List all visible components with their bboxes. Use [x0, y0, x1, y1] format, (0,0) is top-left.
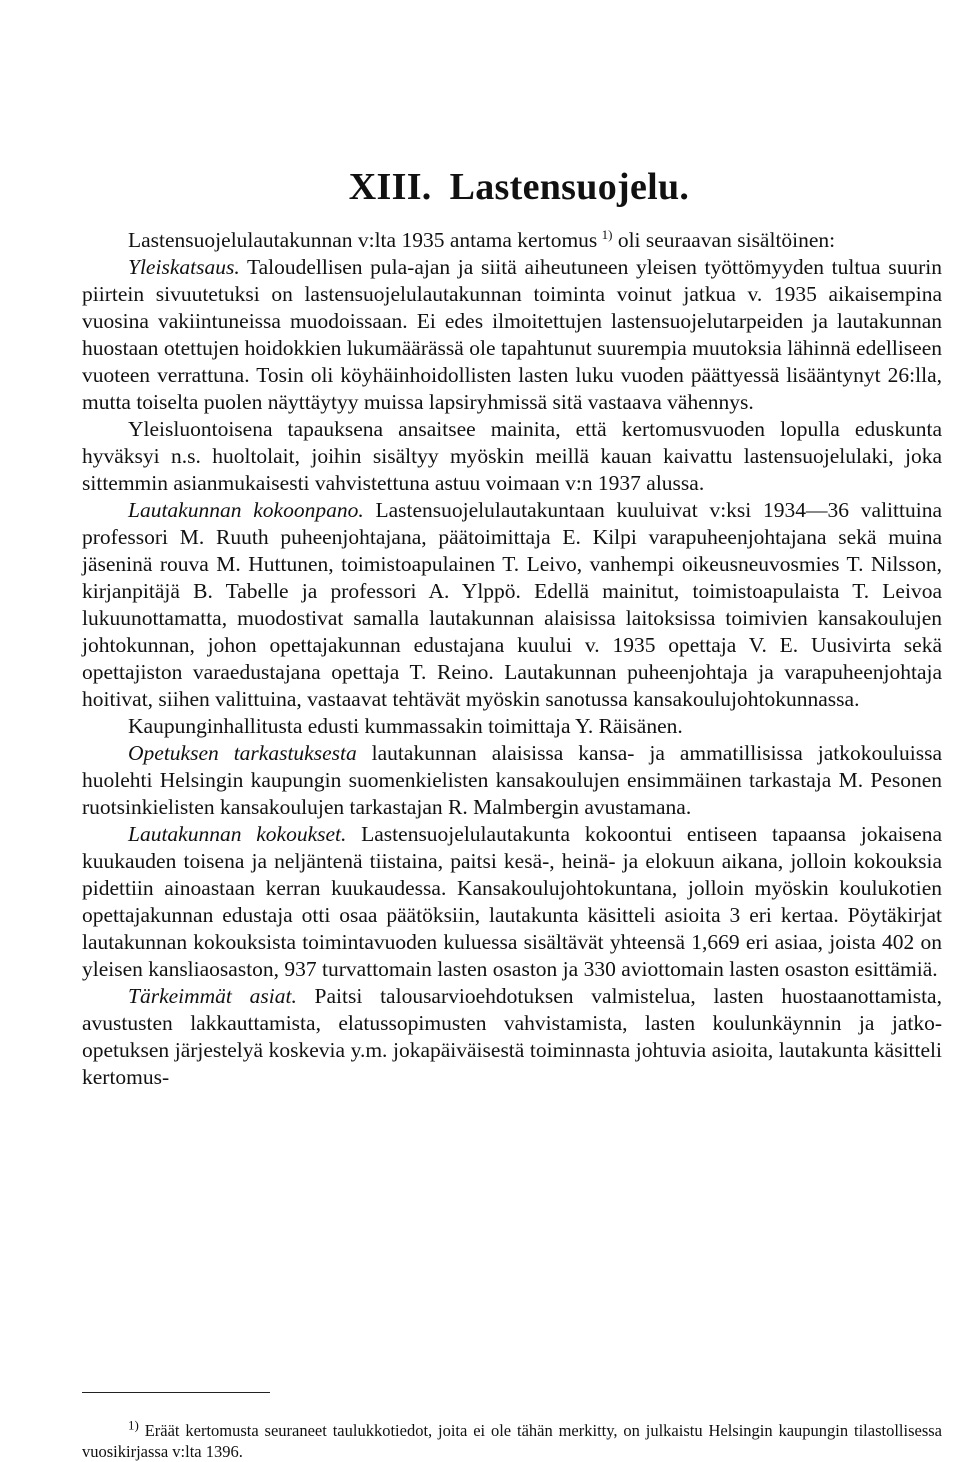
section-heading: Lautakunnan kokoonpano. — [128, 498, 364, 522]
intro-paragraph — [82, 227, 942, 254]
paragraph-text: Yleisluontoisena tapauksena ansaitsee mainita, että kertomusvuoden lopulla eduskunta hyväksyi n.s. huoltolait, joihin sisältyy myöskin meillä kauan kaivattu lastensuojelulaki, joka sittemmin asianmukaisesti vahvistettuna astuu voimaan v:n 1937 alussa. — [82, 417, 942, 495]
paragraph-kokoonpano — [82, 497, 942, 713]
footnote-text: Eräät kertomusta seuraneet taulukkotiedot, joita ei ole tähän merkitty, on julkaistu Helsingin kaupungin tilastollisessa vuosikirjassa v:lta 1396. — [82, 1420, 942, 1461]
paragraph-kokoukset — [82, 821, 942, 983]
paragraph-text: lautakunnan alaisissa kansa- ja ammatillisissa jatkokouluissa huolehti Helsingin kaupungin suomenkielisten kansakoulujen ensimmäinen tarkastaja M. Pesonen ruotsinkielisten kansakoulujen tarkastajan R. Malmbergin avustamana. — [82, 741, 942, 819]
paragraph-text: Paitsi talousarvioehdotuksen valmistelua, lasten huostaanottamista, avustusten lakkauttamista, elatussopimusten vahvistamista, lasten koulunkäynnin ja jatko-opetuksen järjestelyä koskevia y.m. jokapäiväisestä toiminnasta johtuvia asioita, lautakunta käsitteli kertomus- — [82, 984, 942, 1089]
paragraph-text: Lastensuojelulautakunta kokoontui entiseen tapaansa jokaisena kuukauden toisena ja neljäntenä tiistaina, paitsi kesä-, heinä- ja elokuun aikana, jolloin kokouksia pidettiin ainoastaan kerran kuukaudessa. Kansakoulujohtokuntana, jolloin myöskin koulukotien opettajakunnan edustaja otti osaa päätöksiin, lautakunta käsitteli asioita 3 eri kertaa. Pöytäkirjat lautakunnan kokouksista toimintavuoden kuluessa sisältävät yhteensä 1,669 eri asiaa, joista 402 on yleisen kansliaosaston, 937 turvattomain lasten osaston ja 330 aviottomain lasten osaston esittämiä. — [82, 822, 942, 981]
section-heading: Lautakunnan kokoukset. — [128, 822, 347, 846]
paragraph-text: Taloudellisen pula-ajan ja siitä aiheutuneen yleisen työttömyyden tultua suurin piirtein sivuutetuksi on lastensuojelulautakunnan toiminta voinut jatkua v. 1935 aikaisempina vuosina vakiintuneissa muodoissaan. Ei edes ilmoitettujen lastensuojelutarpeiden ja lautakunnan huostaan otettujen hoidokkien lukumäärässä ole tapahtunut suurempia muutoksia lähinnä edelliseen vuoteen verrattuna. Tosin oli köyhäinhoidollisten lasten luku vuoden päättyessä lisääntynyt 26:lla, mutta toiselta puolen näyttäytyy muissa lapsiryhmissä sitä vastaava vähennys. — [82, 255, 942, 414]
chapter-number: XIII. — [348, 166, 432, 208]
paragraph-opetuksen-tarkastus — [82, 740, 942, 821]
footnote-reference[interactable]: 1) — [601, 226, 613, 242]
section-heading: Yleiskatsaus. — [128, 255, 240, 279]
section-heading: Tärkeimmät asiat. — [128, 984, 297, 1008]
paragraph-huoltolait — [82, 416, 942, 497]
paragraph-text: Lastensuojelulautakuntaan kuuluivat v:ksi 1934—36 valittuina professori M. Ruuth puheenjohtajana, päätoimittaja E. Kilpi varapuheenjohtajana sekä muina jäseninä rouva M. Huttunen, toimistoapulainen T. Leivo, vanhempi oikeusneuvosmies T. Nilsson, kirjanpitäjä B. Tabelle ja professori A. Ylppö. Edellä mainitut, toimistoapulaista T. Leivoa lukuunottamatta, muodostivat samalla lautakunnan alaisissa laitoksissa toimivien kansakoulujen johtokunnan, johon opettajakunnan edustajana kuului v. 1935 opettaja V. E. Uusivirta sekä opettajiston varaedustajana opettaja T. Reino. Lautakunnan puheenjohtaja ja varapuheenjohtaja hoitivat, siihen valittuina, vastaavat tehtävät myöskin sanotussa kansakoulujohtokunnassa. — [82, 498, 942, 711]
section-heading: Opetuksen tarkastuksesta — [128, 741, 357, 765]
chapter-title-text: Lastensuojelu. — [449, 166, 690, 208]
footnote-divider — [82, 1392, 270, 1393]
paragraph-yleiskatsaus — [82, 254, 942, 416]
paragraph-text: Kaupunginhallitusta edusti kummassakin toimittaja Y. Räisänen. — [128, 714, 683, 738]
chapter-title — [82, 165, 942, 209]
intro-tail: oli seuraavan sisältöinen: — [612, 228, 836, 252]
paragraph-kaupunginhallitus — [82, 713, 942, 740]
footnote — [82, 1417, 942, 1462]
footnote-mark: 1) — [128, 1417, 139, 1432]
intro-text: Lastensuojelulautakunnan v:lta 1935 antama kertomus — [128, 228, 598, 252]
paragraph-tarkeimmat-asiat — [82, 983, 942, 1091]
